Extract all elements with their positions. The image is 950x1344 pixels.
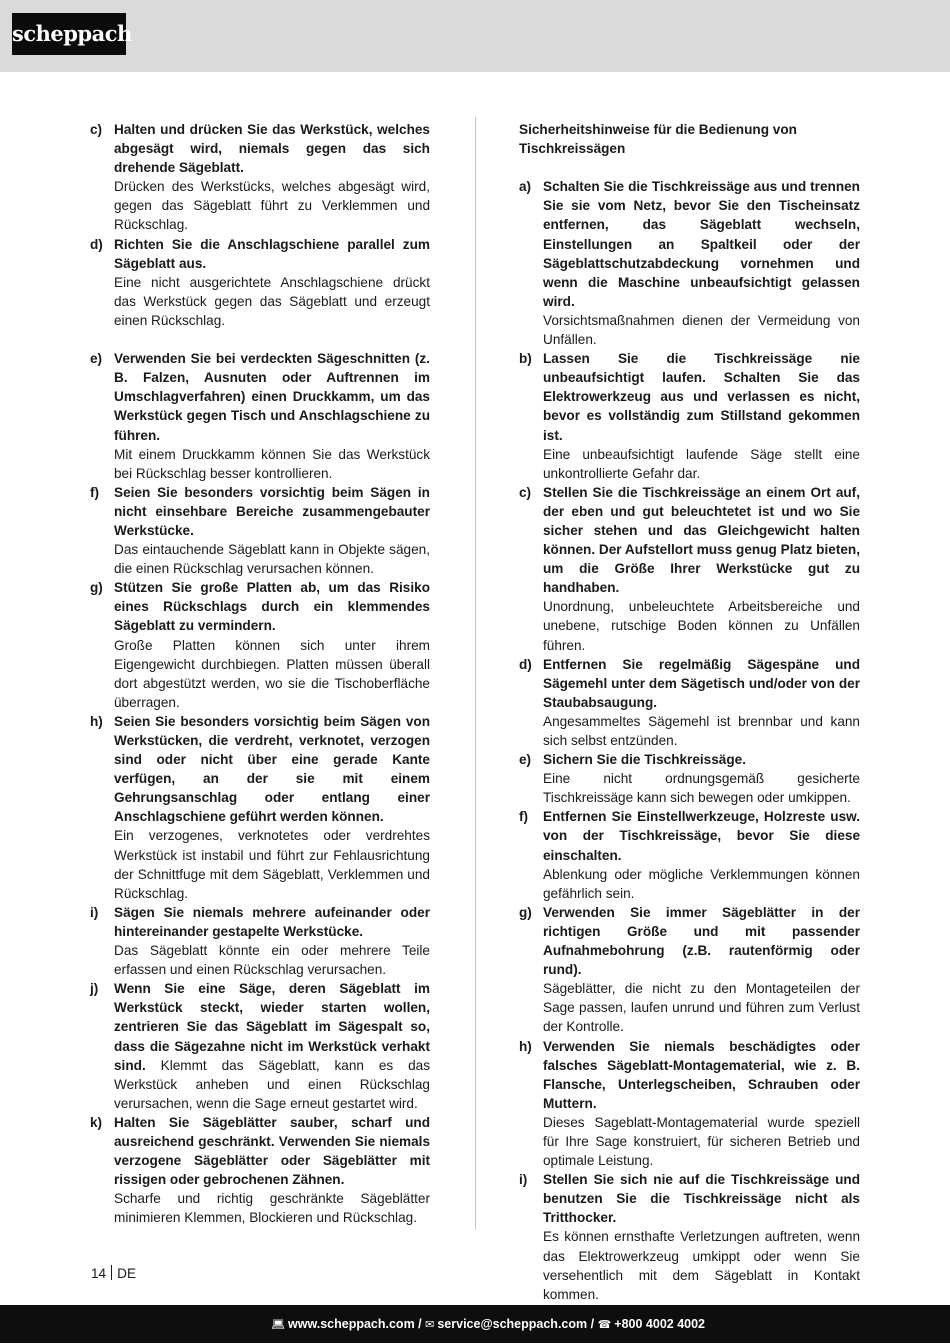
item-letter: i): [90, 904, 99, 920]
item-instruction: Stützen Sie große Platten ab, um das Risiko eines Rückschlags durch ein klemmendes Sägeblatt zu vermindern.: [114, 580, 430, 634]
item-instruction: Entfernen Sie regelmäßig Sägespäne und Sägemehl unter dem Sägetisch und/oder von der Staubabsaugung.: [543, 656, 860, 710]
item-explanation: Das eintauchende Sägeblatt kann in Objekte sägen, die einen Rückschlag verursachen können.: [114, 542, 430, 577]
item-letter: f): [90, 484, 100, 500]
list-item: [519, 177, 860, 349]
item-explanation: Angesammeltes Sägemehl ist brennbar und kann sich selbst entzünden.: [543, 713, 860, 748]
item-explanation: Ein verzogenes, verknotetes oder verdrehtes Werkstück ist instabil und führt zur Fehlausrichtung der Schnittfuge mit dem Sägeblatt, Verklemmen und Rückschlag.: [114, 828, 430, 901]
item-text: [114, 979, 430, 1113]
list-item: [90, 235, 430, 330]
item-letter: e): [90, 351, 103, 367]
item-explanation: Ablenkung oder mögliche Verklemmungen können gefährlich sein.: [543, 866, 860, 901]
item-explanation: Unordnung, unbeleuchtete Arbeitsbereiche und unebene, rutschige Boden können zu Unfällen führen.: [543, 599, 860, 653]
item-instruction: Seien Sie besonders vorsichtig beim Sägen von Werkstücken, die verdreht, verknotet, verzogen sind oder nicht über eine gerade Kante verfügen, an der sie mit einem Gehrungsanschlag oder entlang einer Anschlagschiene geführt werden können.: [114, 713, 430, 825]
list-item: [90, 903, 430, 979]
item-explanation: Es können ernsthafte Verletzungen auftreten, wenn das Elektrowerkzeug umkippt oder wenn Sie versehentlich mit dem Sägeblatt in Kontakt kommen.: [543, 1229, 860, 1302]
item-explanation: Vorsichtsmaßnahmen dienen der Vermeidung von Unfällen.: [543, 312, 860, 348]
item-letter: h): [90, 713, 103, 729]
item-instruction: Entfernen Sie Einstellwerkzeuge, Holzreste usw. von der Tischkreissäge, bevor Sie diese einschalten.: [543, 809, 860, 863]
item-letter: k): [90, 1114, 103, 1130]
item-instruction: Verwenden Sie niemals beschädigtes oder falsches Sägeblatt-Montagematerial, wie z. B. Flansche, Unterlegscheiben, Schrauben oder Muttern.: [543, 1038, 860, 1111]
item-explanation: Dieses Sageblatt-Montagematerial wurde speziell für Ihre Sage konstruiert, für sicheren Betrieb und optimale Leistung.: [543, 1114, 860, 1169]
item-letter: a): [519, 179, 532, 195]
list-item: [519, 807, 860, 902]
item-explanation: Eine nicht ordnungsgemäß gesicherte Tischkreissäge kann sich bewegen oder umkippen.: [543, 771, 860, 806]
page-number-value: 14: [91, 1266, 107, 1281]
page-language: DE: [117, 1266, 137, 1281]
page-number: [91, 1265, 136, 1281]
item-explanation: Drücken des Werkstücks, welches abgesägt wird, gegen das Sägeblatt führt zu Verklemmen und Rückschlag.: [114, 179, 430, 233]
list-item: [90, 712, 430, 903]
page-number-divider: [111, 1265, 112, 1280]
item-explanation: Das Sägeblatt könnte ein oder mehrere Teile erfassen und einen Rückschlag verursachen.: [114, 943, 430, 978]
item-instruction: Richten Sie die Anschlagschiene parallel zum Sägeblatt aus.: [114, 236, 430, 271]
list-item: [90, 979, 430, 1113]
item-letter: c): [90, 122, 103, 137]
list-item: [90, 120, 430, 235]
item-explanation: Mit einem Druckkamm können Sie das Werkstück bei Rückschlag besser kontrollieren.: [114, 446, 430, 481]
email-link[interactable]: service@scheppach.com: [437, 1317, 588, 1331]
website-link[interactable]: www.scheppach.com: [288, 1317, 415, 1331]
item-explanation: Klemmt das Sägeblatt, kann es das Werkstück anheben und einen Rückschlag verursachen, wenn die Sage erneut gestartet wird.: [114, 1057, 431, 1111]
item-explanation: Große Platten können sich unter ihrem Eigengewicht durchbiegen. Platten müssen überall dort abgestützt werden, wo sie die Tischoberfläche überragen.: [114, 637, 430, 710]
item-instruction: Sägen Sie niemals mehrere aufeinander oder hintereinander gestapelte Werkstücke.: [114, 904, 430, 939]
list-item: [90, 578, 430, 712]
item-letter: f): [519, 809, 529, 825]
item-explanation: Scharfe und richtig geschränkte Sägeblätter minimieren Klemmen, Blockieren und Rückschlag.: [114, 1191, 430, 1226]
item-letter: g): [90, 580, 103, 596]
footer-contact: [271, 1305, 705, 1344]
list-item: [519, 483, 860, 655]
item-instruction: Lassen Sie die Tischkreissäge nie unbeaufsichtigt laufen. Schalten Sie das Elektrowerkzeug aus und verlassen es nicht, bevor es vollständig zum Stillstand gekommen ist.: [543, 351, 860, 443]
item-instruction: Verwenden Sie immer Sägeblätter in der richtigen Größe und mit passender Aufnahmebohrung (z.B. rautenförmig oder rund).: [543, 904, 860, 978]
left-column: [90, 120, 430, 1227]
page-header: [0, 0, 950, 72]
item-letter: j): [90, 981, 99, 997]
item-letter: g): [519, 904, 532, 920]
footer-separator: /: [590, 1317, 595, 1331]
column-divider: [475, 117, 476, 1230]
item-instruction: Seien Sie besonders vorsichtig beim Sägen in nicht einsehbare Bereiche zusammengebauter Werkstücke.: [114, 484, 430, 538]
list-item: [519, 903, 860, 1037]
item-letter: c): [519, 484, 532, 500]
item-explanation: Eine unbeaufsichtigt laufende Säge stellt eine unkontrollierte Gefahr dar.: [543, 446, 860, 481]
phone-number[interactable]: +800 4002 4002: [614, 1317, 705, 1331]
brand-logo: scheppach: [12, 13, 126, 55]
list-item: [90, 483, 430, 578]
item-letter: h): [519, 1038, 532, 1054]
item-letter: b): [519, 351, 532, 367]
list-item: [90, 349, 430, 483]
item-instruction: Sichern Sie die Tischkreissäge.: [543, 752, 747, 768]
item-explanation: Sägeblätter, die nicht zu den Montageteilen der Sage passen, laufen unrund und führen zum Verlust der Kontrolle.: [543, 981, 860, 1035]
list-item: [90, 1113, 430, 1228]
computer-icon: 💻︎: [271, 1319, 286, 1331]
list-item: [519, 1037, 860, 1171]
telephone-icon: ☎︎: [597, 1319, 612, 1331]
right-column: [519, 120, 860, 1304]
list-item: [519, 1170, 860, 1304]
item-instruction: Halten und drücken Sie das Werkstück, welches abgesägt wird, niemals gegen das sich drehende Sägeblatt.: [114, 122, 430, 176]
list-item: [519, 655, 860, 750]
item-letter: d): [519, 656, 532, 672]
item-explanation: Eine nicht ausgerichtete Anschlagschiene drückt das Werkstück gegen das Sägeblatt und erzeugt einen Rückschlag.: [114, 274, 430, 328]
item-letter: d): [90, 236, 103, 252]
item-letter: e): [519, 752, 532, 768]
item-instruction: Stellen Sie sich nie auf die Tischkreissäge und benutzen Sie die Tischkreissäge nicht als Tritthocker.: [543, 1172, 860, 1226]
item-instruction: Halten Sie Sägeblätter sauber, scharf und ausreichend geschränkt. Verwenden Sie niemals verzogene Sägeblätter oder Sägeblätter mit rissigen oder gebrochenen Zähnen.: [114, 1114, 430, 1188]
footer-separator: /: [418, 1317, 422, 1331]
item-instruction: Schalten Sie die Tischkreissäge aus und trennen Sie sie vom Netz, bevor Sie den Tischeinsatz entfernen, das Sägeblatt wechseln, Einstellungen an Spaltkeil oder der Sägeblattschutzabdeckung vornehmen und wenn die Maschine unbeaufsichtigt gelassen wird.: [543, 179, 860, 309]
list-item: [519, 349, 860, 483]
item-instruction: Stellen Sie die Tischkreissäge an einem Ort auf, der eben und gut beleuchtetet ist und wo Sie sicher stehen und das Gleichgewicht halten können. Der Aufstellort muss genug Platz bieten, um die Größe Ihrer Werkstücke gut zu handhaben.: [543, 484, 860, 596]
list-item: [519, 750, 860, 807]
page-footer: [0, 1305, 950, 1343]
item-instruction: Wenn Sie eine Säge, deren Sägeblatt im Werkstück steckt, wieder starten wollen, zentrieren Sie das Sägeblatt im Sägespalt so, dass die Sägezahne nicht im Werkstück verhakt sind.: [114, 981, 430, 1073]
item-letter: i): [519, 1172, 528, 1188]
section-title: Sicherheitshinweise für die Bedienung von Tischkreissägen: [519, 122, 797, 157]
item-instruction: Verwenden Sie bei verdeckten Sägeschnitten (z. B. Falzen, Ausnuten oder Auftrennen im Umschlagverfahren) einen Druckkamm, um das Werkstück gegen Tisch und Anschlagschiene zu führen.: [114, 351, 430, 443]
envelope-icon: ✉︎: [425, 1319, 435, 1331]
